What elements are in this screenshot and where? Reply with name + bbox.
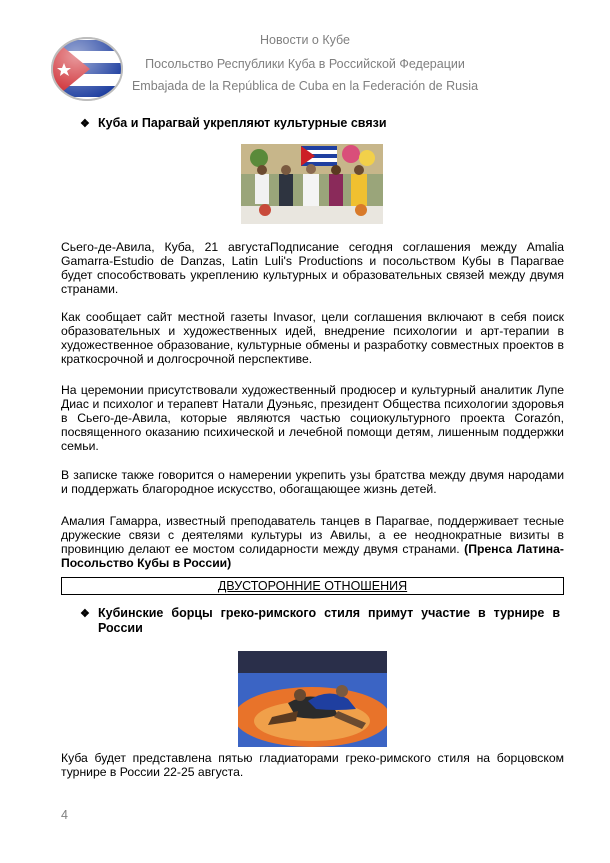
article-paragraph: Куба будет представлена пятью гладиаторами греко-римского стиля на борцовском турнире в России 22-25 августа. [61, 751, 564, 779]
article-title-text: Кубинские борцы греко-римского стиля примут участие в турнире в России [98, 606, 560, 635]
header-embassy-ru: Посольство Республики Куба в Российской Федерации [145, 57, 465, 71]
article-paragraph: В записке также говорится о намерении укрепить узы братства между двумя народами и поддержать благородное искусство, обогащающее жизнь детей. [61, 468, 564, 496]
article-source: (Пренса Латина-Посольство Кубы в России) [61, 542, 564, 570]
article-paragraph: На церемонии присутствовали художественный продюсер и культурный аналитик Лупе Диас и психолог и терапевт Натали Дуэньяс, президент Общества психологии здоровья в Сьего-де-Авила, которые являются частью социокультурного проекта Corazón, посвященного оказанию психической и лечебной помощи детям, лишенным поддержки семьи. [61, 383, 564, 453]
article-title-text: Куба и Парагвай укрепляют культурные связи [98, 116, 387, 130]
section-title: ДВУСТОРОННИЕ ОТНОШЕНИЯ [217, 579, 408, 593]
wrestling-photo [238, 651, 387, 747]
article-paragraph [61, 514, 564, 570]
article-paragraph-text: Амалия Гамарра, известный преподаватель танцев в Парагвае, поддерживает тесные дружеские связи с деятелями культуры из Авилы, а ее неоднократные визиты в провинцию делают ее мостом солидарности между двумя странами. [61, 514, 564, 556]
ceremony-photo [241, 144, 383, 224]
page-number: 4 [61, 808, 68, 822]
diamond-bullet-icon: ❖ [80, 608, 90, 620]
article-paragraph: Сьего-де-Авила, Куба, 21 августаПодписание сегодня соглашения между Amalia Gamarra-Estudio de Danzas, Latin Luli's Productions и посольством Кубы в Парагвае будет способствовать укреплению культурных и образовательных связей между двумя странами. [61, 240, 564, 296]
cuba-flag-logo [50, 36, 124, 102]
section-header [61, 577, 564, 595]
article-paragraph: Как сообщает сайт местной газеты Invasor, цели соглашения включают в себя поиск образовательных и художественных идей, внедрение психологии и арт-терапии в художественное образование, культурные обмены и разработку совместных проектов в краткосрочной и долгосрочной перспективе. [61, 310, 564, 366]
header-title: Новости о Кубе [260, 33, 350, 47]
article-title [80, 116, 387, 130]
header-embassy-es: Embajada de la República de Cuba en la Federación de Rusia [131, 79, 479, 93]
article-title [80, 606, 564, 636]
diamond-bullet-icon: ❖ [80, 118, 90, 130]
